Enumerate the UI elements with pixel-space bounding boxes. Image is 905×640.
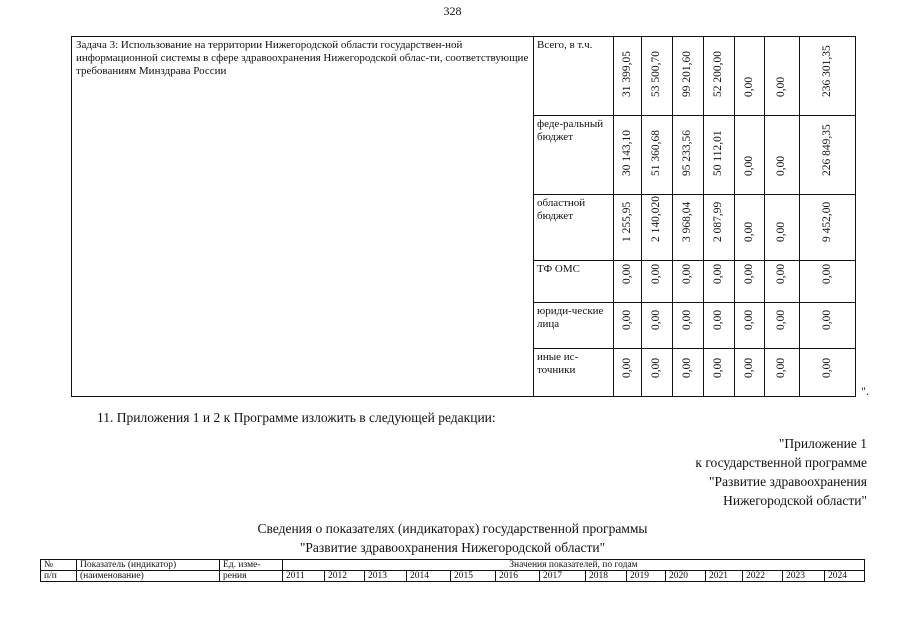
amount-value: 0,00 — [775, 357, 787, 378]
year-header: 2011 — [283, 571, 325, 582]
amount-value: 0,00 — [620, 263, 633, 284]
amount-cell — [765, 261, 800, 303]
funding-source: ТФ ОМС — [534, 261, 614, 303]
year-header: 2016 — [496, 571, 540, 582]
col-unit-header: Ед. изме- — [220, 560, 283, 571]
amount-cell — [704, 261, 735, 303]
finance-table — [71, 36, 856, 397]
amount-value: 31 399,05 — [620, 51, 633, 97]
amount-value: 3 968,04 — [681, 201, 693, 242]
amount-cell — [800, 37, 856, 116]
amount-value: 2 087,99 — [712, 201, 724, 242]
amount-value: 9 452,00 — [820, 201, 833, 242]
amount-value: 0,00 — [742, 221, 755, 242]
year-header: 2012 — [325, 571, 365, 582]
amount-value: 53 500,70 — [650, 51, 662, 97]
amount-cell — [800, 195, 856, 261]
finance-row — [72, 37, 856, 116]
amount-cell — [614, 303, 642, 349]
amount-value: 0,00 — [681, 263, 693, 284]
amount-cell — [673, 195, 704, 261]
amount-value: 52 200,00 — [712, 51, 724, 97]
amount-value: 0,00 — [681, 357, 693, 378]
col-number-header: п/п — [41, 571, 77, 582]
amount-value: 236 301,35 — [820, 45, 833, 97]
task-description: Задача 3: Использование на территории Нижегородской области государствен-ной информационной системы в сфере здравоохранения Нижегородской облас-ти, соответствующие требованиям Минздрава России — [72, 37, 534, 397]
amount-value: 0,00 — [775, 221, 787, 242]
amount-cell — [735, 349, 765, 397]
funding-source: областной бюджет — [534, 195, 614, 261]
amount-value: 0,00 — [742, 357, 755, 378]
amount-value: 0,00 — [775, 155, 787, 176]
amount-value: 50 112,01 — [712, 130, 724, 176]
amount-value: 0,00 — [681, 309, 693, 330]
funding-source: феде-ральный бюджет — [534, 116, 614, 195]
amount-cell — [800, 303, 856, 349]
amount-cell — [673, 303, 704, 349]
amount-value: 95 233,56 — [681, 130, 693, 176]
amount-value: 0,00 — [775, 76, 787, 97]
amount-value: 0,00 — [712, 309, 724, 330]
appendix-heading — [695, 434, 867, 510]
amount-value: 0,00 — [742, 76, 755, 97]
amount-value: 0,00 — [820, 263, 833, 284]
amount-cell — [642, 261, 673, 303]
amount-value: 0,00 — [820, 309, 833, 330]
year-header: 2023 — [783, 571, 825, 582]
funding-source: Всего, в т.ч. — [534, 37, 614, 116]
amount-cell — [704, 349, 735, 397]
amount-cell — [642, 37, 673, 116]
amount-value: 51 360,68 — [650, 130, 662, 176]
amount-cell — [735, 195, 765, 261]
indicator-header-row — [41, 560, 865, 571]
amount-cell — [800, 116, 856, 195]
amount-cell — [800, 349, 856, 397]
year-header: 2021 — [706, 571, 743, 582]
year-header: 2020 — [666, 571, 706, 582]
amount-cell — [765, 37, 800, 116]
amount-value: 0,00 — [712, 357, 724, 378]
caption-subtitle: "Развитие здравоохранения Нижегородской области" — [299, 540, 606, 555]
amount-cell — [642, 349, 673, 397]
amount-cell — [614, 195, 642, 261]
amount-cell — [704, 37, 735, 116]
amount-cell — [614, 37, 642, 116]
amount-cell — [614, 116, 642, 195]
amount-cell — [704, 116, 735, 195]
amount-value: 0,00 — [650, 263, 662, 284]
amount-cell — [765, 303, 800, 349]
amount-value: 0,00 — [620, 309, 633, 330]
col-number-header: № — [41, 560, 77, 571]
year-header: 2013 — [365, 571, 407, 582]
page-number: 328 — [443, 4, 462, 18]
paragraph-text: 11. Приложения 1 и 2 к Программе изложить в следующей редакции: — [97, 410, 496, 425]
amount-value: 0,00 — [775, 309, 787, 330]
amount-cell — [704, 195, 735, 261]
col-unit-header: рения — [220, 571, 283, 582]
amount-value: 2 140,020 — [650, 196, 662, 242]
appendix-line: "Развитие здравоохранения — [709, 474, 867, 489]
amount-cell — [642, 303, 673, 349]
values-header: Значения показателей, по годам — [283, 560, 865, 571]
amount-value: 0,00 — [742, 155, 755, 176]
amount-cell — [765, 349, 800, 397]
amount-cell — [735, 303, 765, 349]
col-name-header: Показатель (индикатор) — [77, 560, 220, 571]
funding-source: юриди-ческие лица — [534, 303, 614, 349]
amount-value: 0,00 — [650, 357, 662, 378]
amount-value: 0,00 — [820, 357, 833, 378]
amount-cell — [735, 37, 765, 116]
amount-value: 0,00 — [775, 263, 787, 284]
amount-cell — [642, 116, 673, 195]
amount-cell — [673, 37, 704, 116]
appendix-line: "Приложение 1 — [778, 436, 867, 451]
year-header: 2019 — [627, 571, 666, 582]
amount-value: 99 201,60 — [681, 51, 693, 97]
year-header: 2014 — [407, 571, 451, 582]
year-header: 2022 — [743, 571, 783, 582]
year-header: 2024 — [825, 571, 865, 582]
amount-value: 226 849,35 — [820, 124, 833, 176]
amount-cell — [614, 261, 642, 303]
amount-cell — [704, 303, 735, 349]
amount-cell — [673, 116, 704, 195]
caption-title: Сведения о показателях (индикаторах) государственной программы — [257, 521, 648, 536]
amount-cell — [614, 349, 642, 397]
amount-cell — [765, 195, 800, 261]
closing-quote: ". — [861, 384, 869, 398]
amount-cell — [735, 116, 765, 195]
amount-value: 0,00 — [620, 357, 633, 378]
funding-source: иные ис-точники — [534, 349, 614, 397]
amount-value: 0,00 — [650, 309, 662, 330]
amount-cell — [765, 116, 800, 195]
amount-value: 30 143,10 — [620, 130, 633, 176]
amount-cell — [735, 261, 765, 303]
indicator-year-row — [41, 571, 865, 582]
amount-cell — [642, 195, 673, 261]
indicator-table — [40, 559, 865, 582]
amount-value: 0,00 — [712, 263, 724, 284]
amount-cell — [673, 349, 704, 397]
appendix-line: к государственной программе — [695, 455, 867, 470]
appendix-line: Нижегородской области" — [723, 493, 867, 508]
amount-value: 0,00 — [742, 309, 755, 330]
year-header: 2017 — [540, 571, 586, 582]
amount-cell — [800, 261, 856, 303]
amount-value: 1 255,95 — [620, 201, 633, 242]
year-header: 2018 — [586, 571, 627, 582]
col-name-header: (наименование) — [77, 571, 220, 582]
year-header: 2015 — [451, 571, 496, 582]
amount-value: 0,00 — [742, 263, 755, 284]
amount-cell — [673, 261, 704, 303]
